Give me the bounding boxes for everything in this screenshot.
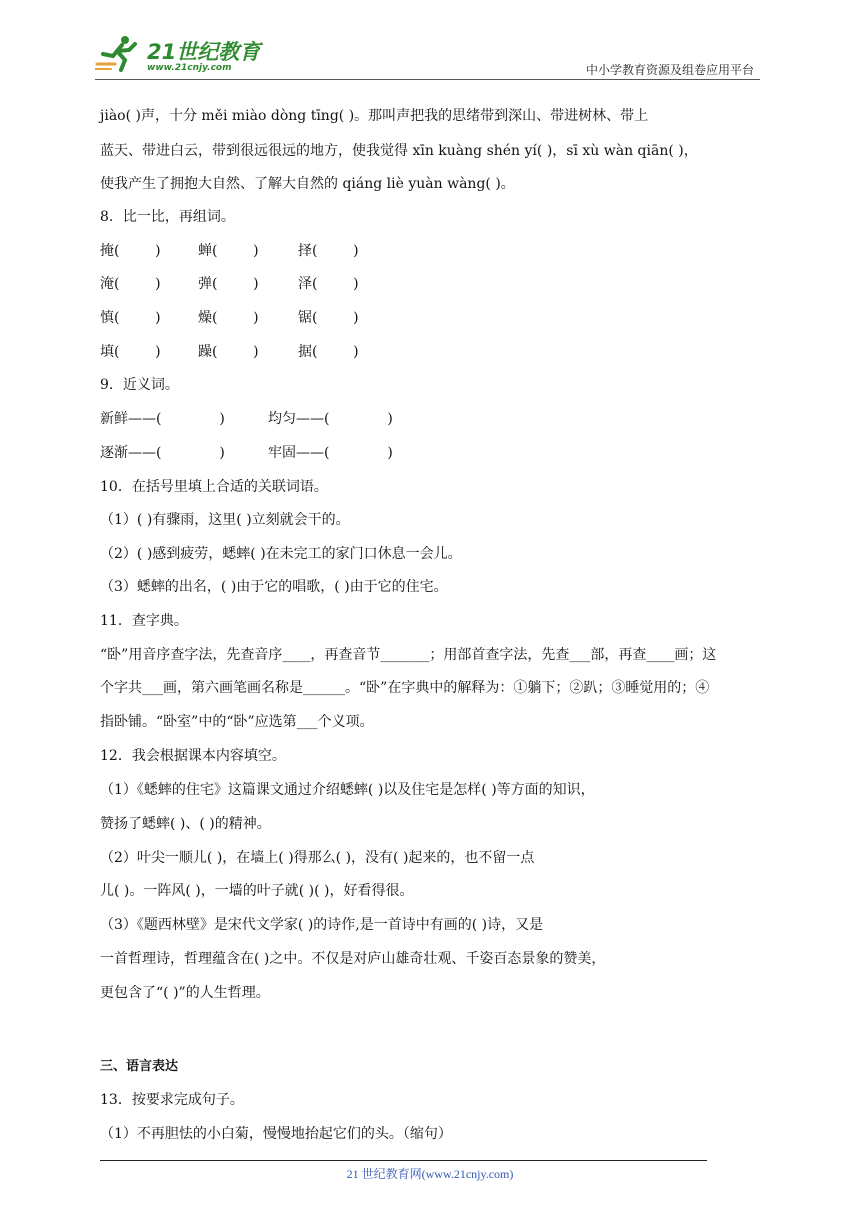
compare-cell: 据( ) [298,344,359,360]
synonym-cell: 均匀——( ) [268,411,393,427]
logo-main-text: 21世纪教育 [147,40,261,64]
question-10-item: （1）( )有骤雨，这里( )立刻就会干的。 [100,512,350,528]
question-13-title: 13．按要求完成句子。 [100,1092,244,1108]
page-footer: 21 世纪教育网(www.21cnjy.com) [346,1167,514,1181]
text-line: （2）叶尖一顺儿( )，在墙上( )得那么( )，没有( )起来的，也不留一点 [100,850,535,866]
compare-cell: 择( ) [298,243,359,259]
header-divider [95,79,760,80]
text-line: 个字共___画，第六画笔画名称是______。“卧”在字典中的解释为：①躺下；②趴；③睡觉用的；④ [100,680,710,696]
compare-cell: 锯( ) [298,310,359,326]
synonym-cell: 新鲜——( ) [100,411,225,427]
question-12-title: 12．我会根据课本内容填空。 [100,748,286,764]
answer-line [100,1160,707,1161]
text-line: 赞扬了蟋蟀( )、( )的精神。 [100,816,271,832]
compare-cell: 弹( ) [198,276,259,292]
compare-cell: 燥( ) [198,310,259,326]
section-3-heading: 三、语言表达 [100,1059,179,1074]
question-9-title: 9．近义词。 [100,377,179,393]
compare-cell: 蝉( ) [198,243,259,259]
text-line: 儿( )。一阵风( )，一墙的叶子就( )( )，好看得很。 [100,883,414,899]
compare-cell: 泽( ) [298,276,359,292]
runner-logo-icon [95,34,145,74]
text-line: （1）《蟋蟀的住宅》这篇课文通过介绍蟋蟀( )以及住宅是怎样( )等方面的知识， [100,782,595,798]
question-13-item: （1）不再胆怯的小白菊，慢慢地抬起它们的头。（缩句） [100,1126,452,1142]
text-line: （3）《题西林壁》是宋代文学家( )的诗作,是一首诗中有画的( )诗，又是 [100,917,544,933]
compare-cell: 填( ) [100,344,161,360]
compare-cell: 掩( ) [100,243,161,259]
text-line: 更包含了“( )”的人生哲理。 [100,985,270,1001]
text-line: 蓝天、带进白云，带到很远很远的地方，使我觉得 xīn kuàng shén yí( )，sī xù wàn qiān( )， [100,143,698,159]
question-10-item: （2）( )感到疲劳，蟋蟀( )在未完工的家门口休息一会儿。 [100,546,462,562]
synonym-cell: 牢固——( ) [268,445,393,461]
site-logo [95,30,265,78]
text-line: “卧”用音序查字法，先查音序____，再查音节_______；用部首查字法，先查___部，再查____画；这 [100,647,717,663]
compare-cell: 淹( ) [100,276,161,292]
text-line: 使我产生了拥抱大自然、了解大自然的 qiáng liè yuàn wàng( )。 [100,176,515,192]
question-10-title: 10．在括号里填上合适的关联词语。 [100,479,328,495]
text-line: 一首哲理诗，哲理蕴含在( )之中。不仅是对庐山雄奇壮观、千姿百态景象的赞美， [100,951,606,967]
text-line: jiào( )声，十分 měi miào dòng tīng( )。那叫声把我的思绪带到深山、带进树林、带上 [100,108,649,124]
logo-sub-text: www.21cnjy.com [147,63,232,73]
synonym-cell: 逐渐——( ) [100,445,225,461]
compare-cell: 躁( ) [198,344,259,360]
compare-cell: 慎( ) [100,310,161,326]
page-header [95,30,760,80]
question-11-title: 11．查字典。 [100,613,188,629]
platform-name: 中小学教育资源及组卷应用平台 [585,63,754,77]
question-8-title: 8．比一比，再组词。 [100,209,235,225]
text-line: 指卧铺。“卧室”中的“卧”应选第___个义项。 [100,714,374,730]
question-10-item: （3）蟋蟀的出名，( )由于它的唱歌，( )由于它的住宅。 [100,579,448,595]
